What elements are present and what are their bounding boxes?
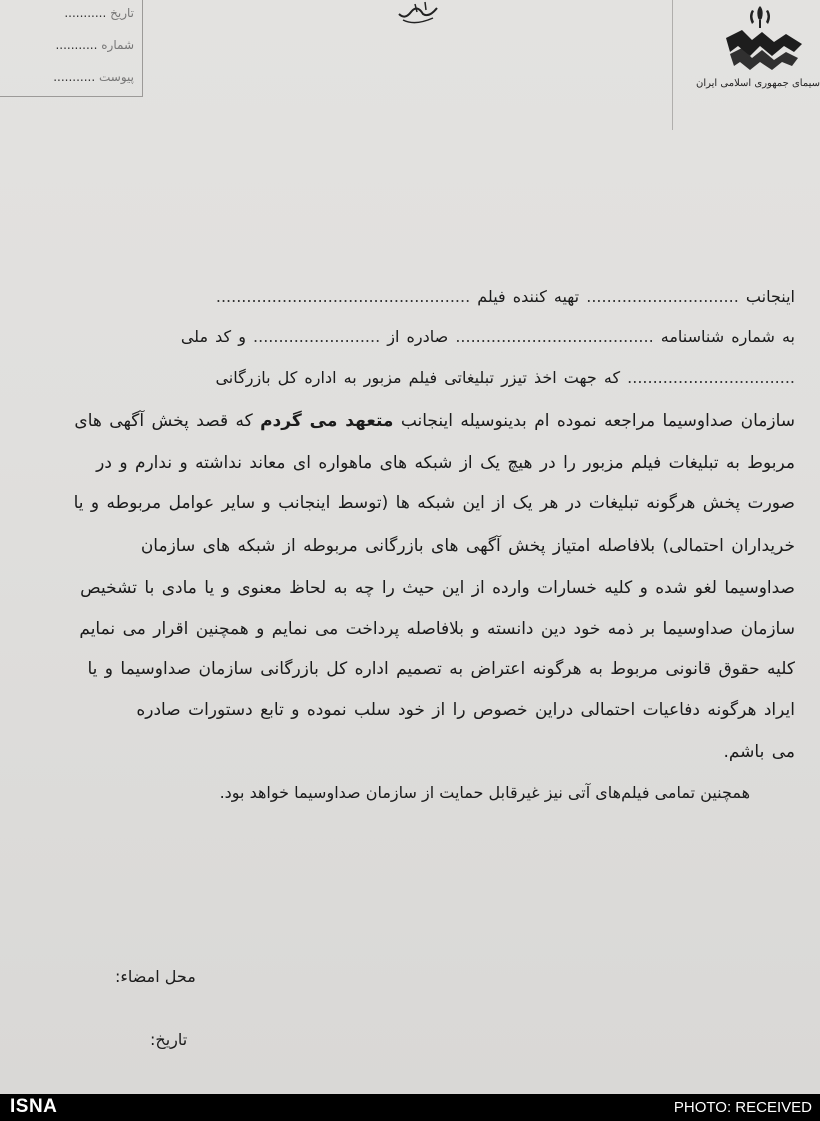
body-line-10: کلیه حقوق قانونی مربوط به هرگونه اعتراض به تصمیم اداره کل بازرگانی سازمان صداوسیما و یا bbox=[87, 659, 795, 679]
photo-credit: PHOTO: RECEIVED bbox=[673, 1099, 812, 1116]
body-line-7: خریداران احتمالی) بلافاصله امتیاز پخش آگهی های بازرگانی مربوطه از شبکه های سازمان bbox=[140, 536, 795, 556]
agency-logo-text: ISNA bbox=[10, 1096, 58, 1117]
letter-header-fields bbox=[0, 0, 143, 97]
body-line-9: سازمان صداوسیما بر ذمه خود دین دانسته و بلافاصله پرداخت می نمایم و همچنین اقرار می نمایم bbox=[79, 619, 795, 639]
organization-name: سیمای جمهوری اسلامی ایران bbox=[696, 78, 820, 89]
body-line-3: ................................. که جهت اخذ تیزر تبلیغاتی فیلم مزبور به اداره کل بازرگانی bbox=[215, 368, 795, 387]
number-field: شماره ........... bbox=[55, 38, 134, 52]
basmala-mark bbox=[395, 0, 441, 26]
commitment-phrase: متعهد می گردم bbox=[260, 411, 394, 431]
closing-statement: همچنین تمامی فیلم‌های آتی نیز غیرقابل حمایت از سازمان صداوسیما خواهد بود. bbox=[219, 783, 750, 802]
body-line-12: می باشم. bbox=[723, 742, 795, 762]
body-line-4: سازمان صداوسیما مراجعه نموده ام بدینوسیله اینجانب متعهد می گردم که قصد پخش آگهی های bbox=[74, 411, 795, 431]
date-field: تاریخ ........... bbox=[64, 6, 134, 20]
body-line-2: به شماره شناسنامه ....................................... صادره از ......................... و کد ملی bbox=[180, 327, 795, 346]
photo-footer-bar bbox=[0, 1094, 820, 1121]
body-line-8: صداوسیما لغو شده و کلیه خسارات وارده از این حیث را چه به لحاظ معنوی و یا مادی با تشخیص bbox=[80, 578, 795, 598]
body-line-1: اینجانب .............................. تهیه کننده فیلم .................................................. bbox=[215, 287, 795, 306]
attachment-field: پیوست ........... bbox=[53, 70, 134, 84]
header-divider bbox=[672, 0, 673, 130]
signature-date-label: تاریخ: bbox=[150, 1030, 188, 1049]
body-line-11: ایراد هرگونه دفاعیات احتمالی دراین خصوص را از خود سلب نموده و تابع دستورات صادره bbox=[136, 700, 795, 720]
body-line-6: صورت پخش هرگونه تبلیغات در هر یک از این شبکه ها (توسط اینجانب و سایر عوامل مربوطه و یا bbox=[73, 493, 795, 513]
signature-place-label: محل امضاء: bbox=[115, 967, 196, 986]
body-line-5: مربوط به تبلیغات فیلم مزبور را در هیچ یک از شبکه های ماهواره ای معاند نداشته و ندارم و در bbox=[96, 453, 795, 473]
